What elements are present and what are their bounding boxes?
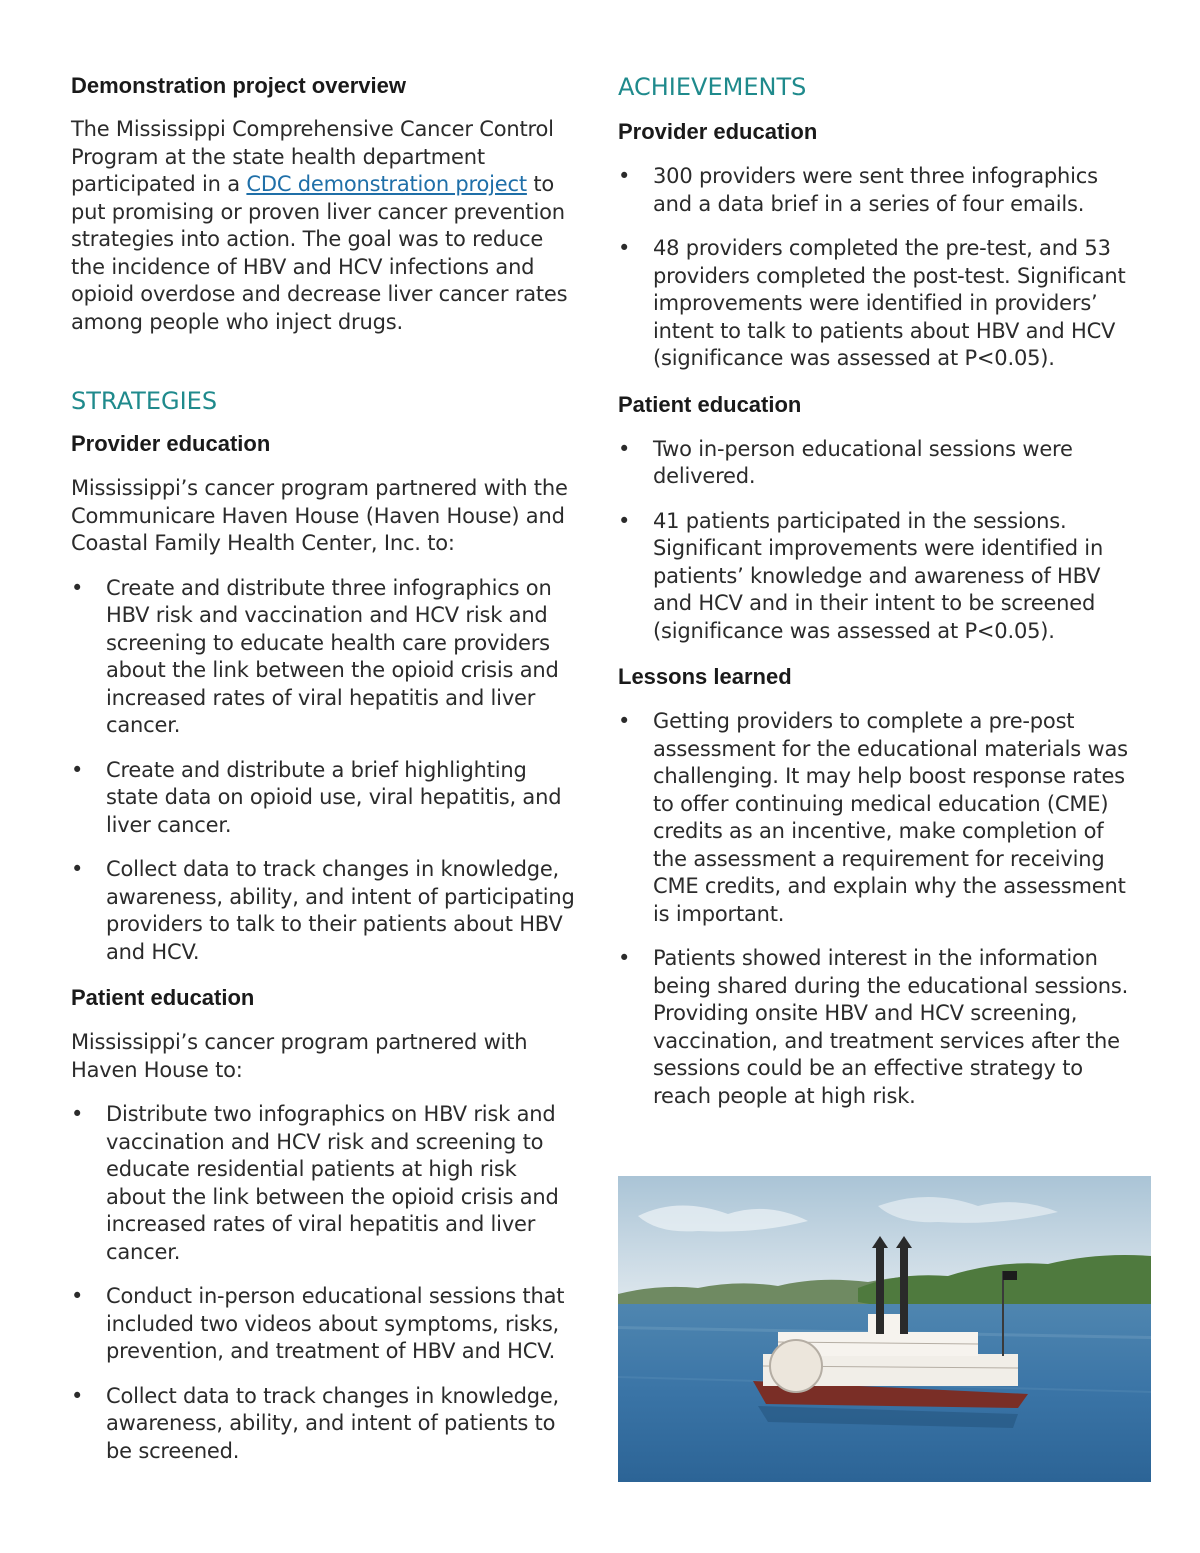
list-item xyxy=(618,163,1138,218)
lessons-learned-list xyxy=(618,708,1138,1110)
list-item-text: Patients showed interest in the information being shared during the educational sessions. Providing onsite HBV and HCV screening, vaccination, and treatment services after the sessions could be an effective strategy to reach people at high risk. xyxy=(653,946,1129,1108)
list-item-text: Conduct in-person educational sessions that included two videos about symptoms, risks, prevention, and treatment of HBV and HCV. xyxy=(106,1284,565,1363)
list-item-text: 41 patients participated in the sessions. Significant improvements were identified in patients’ knowledge and awareness of HBV and HCV and in their intent to be screened (significance was assessed at P<0.05). xyxy=(653,508,1104,643)
right-column xyxy=(618,72,1138,1110)
list-item xyxy=(71,856,576,966)
achievements-patient-list xyxy=(618,436,1138,646)
list-item xyxy=(71,575,576,740)
overview-text-2: to put promising or proven liver cancer prevention strategies into action. The goal was to reduce the incidence of HBV and HCV infections and opioid overdose and decrease liver cancer rates among people who inject drugs. xyxy=(71,172,568,334)
provider-education-heading: Provider education xyxy=(71,431,271,456)
list-item xyxy=(618,436,1138,491)
provider-intro: Mississippi’s cancer program partnered with the Communicare Haven House (Haven House) and Coastal Family Health Center, Inc. to: xyxy=(71,476,568,555)
bullet-icon: • xyxy=(618,508,631,533)
list-item-text: 300 providers were sent three infographics and a data brief in a series of four emails. xyxy=(653,164,1098,216)
list-item xyxy=(71,757,576,840)
flag xyxy=(1003,1271,1017,1280)
list-item xyxy=(618,945,1138,1110)
overview-paragraph xyxy=(71,116,576,336)
list-item xyxy=(71,1283,576,1366)
bullet-icon: • xyxy=(618,709,631,733)
list-item-text: Distribute two infographics on HBV risk and vaccination and HCV risk and screening to educate residential patients at high risk about the link between the opioid crisis and increased rates of viral hepatitis and liver cancer. xyxy=(106,1102,559,1264)
bullet-icon: • xyxy=(71,1284,84,1308)
list-item-text: Getting providers to complete a pre-post assessment for the educational materials was challenging. It may help boost response rates to offer continuing medical education (CME) credits as an incentive, make completion of the assessment a requirement for receiving CME credits, and explain why the assessment is important. xyxy=(653,709,1128,926)
left-column xyxy=(71,72,576,1465)
cdc-demonstration-project-link[interactable]: CDC demonstration project xyxy=(246,172,527,196)
patient-education-heading: Patient education xyxy=(71,985,255,1010)
bullet-icon: • xyxy=(71,575,84,600)
list-item xyxy=(618,508,1138,646)
patient-intro: Mississippi’s cancer program partnered with Haven House to: xyxy=(71,1030,528,1082)
smokestack xyxy=(876,1246,884,1334)
paddle-wheel xyxy=(770,1340,822,1392)
bullet-icon: • xyxy=(618,236,631,260)
bullet-icon: • xyxy=(71,1383,84,1408)
bullet-icon: • xyxy=(71,757,84,782)
achievements-provider-list xyxy=(618,163,1138,373)
list-item-text: 48 providers completed the pre-test, and 53 providers completed the post-test. Significant improvements were identified in providers’ intent to talk to patients about HBV and HCV (significance was assessed at P<0.05). xyxy=(653,236,1126,370)
bullet-icon: • xyxy=(618,436,631,461)
riverboat-illustration xyxy=(618,1176,1151,1482)
achievements-provider-heading: Provider education xyxy=(618,119,818,144)
list-item-text: Collect data to track changes in knowledge, awareness, ability, and intent of participating providers to talk to their patients about HBV and HCV. xyxy=(106,857,575,964)
bullet-icon: • xyxy=(618,164,631,188)
smokestack xyxy=(900,1246,908,1334)
overview-heading: Demonstration project overview xyxy=(71,73,406,98)
list-item-text: Create and distribute a brief highlighting state data on opioid use, viral hepatitis, and liver cancer. xyxy=(106,757,562,837)
list-item xyxy=(618,235,1138,373)
bullet-icon: • xyxy=(71,1102,84,1126)
achievements-heading: ACHIEVEMENTS xyxy=(618,73,807,101)
provider-strategy-list xyxy=(71,575,576,967)
list-item xyxy=(71,1383,576,1466)
riverboat-photo xyxy=(618,1176,1151,1482)
patient-strategy-list xyxy=(71,1101,576,1465)
achievements-patient-heading: Patient education xyxy=(618,391,802,417)
bullet-icon: • xyxy=(618,946,631,970)
strategies-heading: STRATEGIES xyxy=(71,387,218,415)
overview-text-1: The Mississippi Comprehensive Cancer Control Program at the state health department participated in a xyxy=(71,117,554,196)
lessons-learned-heading: Lessons learned xyxy=(618,664,792,689)
list-item-text: Collect data to track changes in knowledge, awareness, ability, and intent of patients to be screened. xyxy=(106,1383,560,1463)
bullet-icon: • xyxy=(71,857,84,881)
list-item xyxy=(71,1101,576,1266)
list-item-text: Two in-person educational sessions were delivered. xyxy=(653,436,1073,488)
list-item xyxy=(618,708,1138,928)
list-item-text: Create and distribute three infographics on HBV risk and vaccination and HCV risk and screening to educate health care providers about the link between the opioid crisis and increased rates of viral hepatitis and liver cancer. xyxy=(106,575,559,737)
